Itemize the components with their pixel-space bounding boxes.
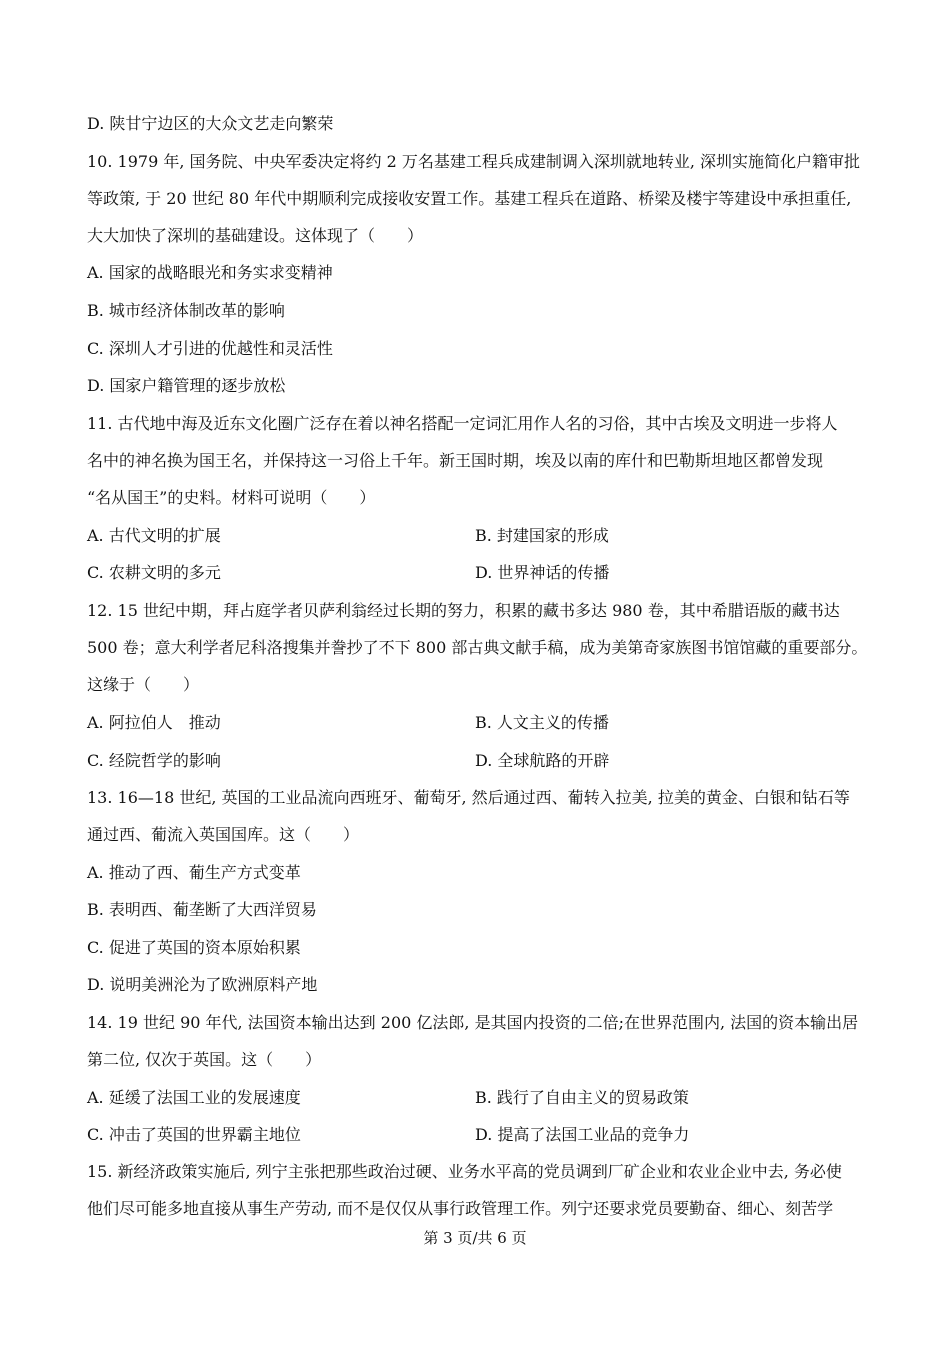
q12-stem-line-2: 500 卷；意大利学者尼科洛搜集并誊抄了不下 800 部古典文献手稿，成为美第奇家族图书馆馆藏的重要部分。 (87, 638, 868, 657)
q14-option-a: A. 延缓了法国工业的发展速度 (87, 1088, 301, 1107)
q12-stem-line-1: 12. 15 世纪中期，拜占庭学者贝萨利翁经过长期的努力，积累的藏书多达 980 卷，其中希腊语版的藏书达 (87, 601, 840, 620)
q14-option-c: C. 冲击了英国的世界霸主地位 (87, 1125, 301, 1144)
q13-stem-line-2: 通过西、葡流入英国国库。这（ ） (87, 825, 360, 844)
q11-option-a: A. 古代文明的扩展 (87, 526, 221, 545)
q10-stem-line-1: 10. 1979 年, 国务院、中央军委决定将约 2 万名基建工程兵成建制调入深圳就地转业, 深圳实施简化户籍审批 (87, 152, 861, 171)
q11-option-d: D. 世界神话的传播 (475, 563, 610, 582)
q12-option-a: A. 阿拉伯人 推动 (87, 713, 221, 732)
q13-option-a: A. 推动了西、葡生产方式变革 (87, 863, 301, 882)
q14-option-d: D. 提高了法国工业品的竞争力 (475, 1125, 690, 1144)
q15-stem-line-1: 15. 新经济政策实施后, 列宁主张把那些政治过硬、业务水平高的党员调到厂矿企业和农业企业中去, 务必使 (87, 1162, 842, 1181)
page-number-footer: 第 3 页/共 6 页 (423, 1229, 527, 1247)
q9-option-d: D. 陕甘宁边区的大众文艺走向繁荣 (87, 114, 334, 133)
q15-stem-line-2: 他们尽可能多地直接从事生产劳动, 而不是仅仅从事行政管理工作。列宁还要求党员要勤奋、细心、刻苦学 (87, 1199, 834, 1218)
q14-stem-line-1: 14. 19 世纪 90 年代, 法国资本输出达到 200 亿法郎, 是其国内投资的二倍;在世界范围内, 法国的资本输出居 (87, 1013, 859, 1032)
q10-option-d: D. 国家户籍管理的逐步放松 (87, 376, 286, 395)
q12-stem-line-3: 这缘于（ ） (87, 675, 200, 694)
q12-option-d: D. 全球航路的开辟 (475, 751, 610, 770)
q11-stem-line-3: “名从国王”的史料。材料可说明（ ） (87, 488, 376, 507)
q13-option-d: D. 说明美洲沦为了欧洲原料产地 (87, 975, 318, 994)
q11-option-b: B. 封建国家的形成 (475, 526, 609, 545)
q14-stem-line-2: 第二位, 仅次于英国。这（ ） (87, 1050, 322, 1069)
q12-option-c: C. 经院哲学的影响 (87, 751, 221, 770)
q10-stem-line-3: 大大加快了深圳的基础建设。这体现了（ ） (87, 226, 424, 245)
q11-option-c: C. 农耕文明的多元 (87, 563, 221, 582)
q10-option-a: A. 国家的战略眼光和务实求变精神 (87, 263, 333, 282)
q10-option-b: B. 城市经济体制改革的影响 (87, 301, 285, 320)
q13-option-c: C. 促进了英国的资本原始积累 (87, 938, 301, 957)
q10-option-c: C. 深圳人才引进的优越性和灵活性 (87, 339, 333, 358)
q13-option-b: B. 表明西、葡垄断了大西洋贸易 (87, 900, 317, 919)
q13-stem-line-1: 13. 16—18 世纪, 英国的工业品流向西班牙、葡萄牙, 然后通过西、葡转入拉美, 拉美的黄金、白银和钻石等 (87, 788, 850, 807)
q11-stem-line-1: 11. 古代地中海及近东文化圈广泛存在着以神名搭配一定词汇用作人名的习俗，其中古埃及文明进一步将人 (87, 414, 838, 433)
q11-stem-line-2: 名中的神名换为国王名，并保持这一习俗上千年。新王国时期，埃及以南的库什和巴勒斯坦地区都曾发现 (87, 451, 824, 470)
q12-option-b: B. 人文主义的传播 (475, 713, 609, 732)
q14-option-b: B. 践行了自由主义的贸易政策 (475, 1088, 689, 1107)
q10-stem-line-2: 等政策, 于 20 世纪 80 年代中期顺利完成接收安置工作。基建工程兵在道路、桥梁及楼宇等建设中承担重任, (87, 189, 852, 208)
